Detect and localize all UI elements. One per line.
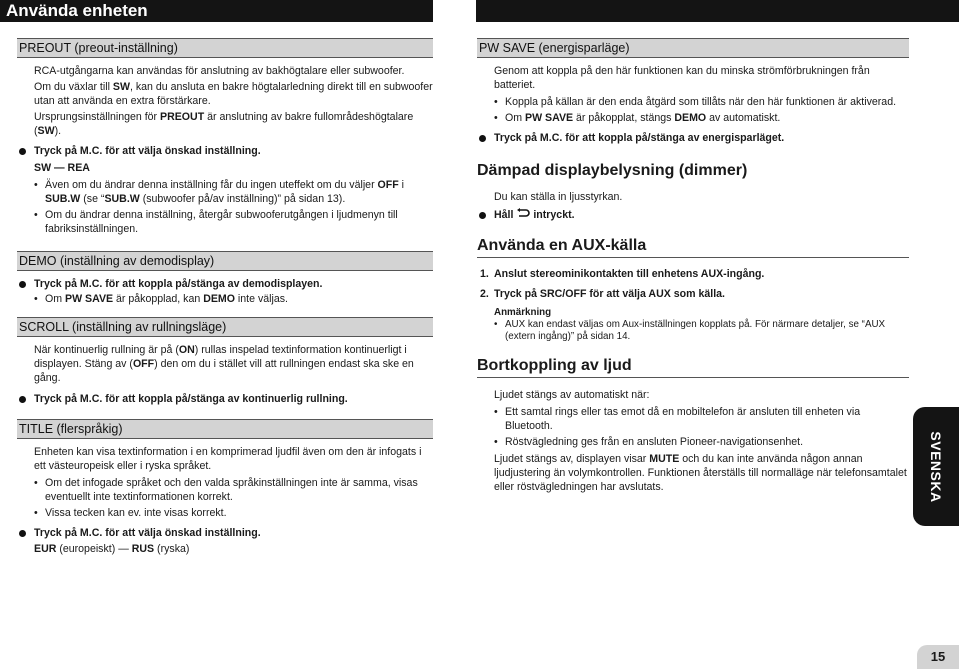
language-tab [913, 407, 959, 526]
bullet-item: • Koppla på källan är den enda åtgärd som tillåts när den här funktionen är aktiverad. [494, 95, 909, 109]
section-heading: SCROLL (inställning av rullningsläge) [17, 317, 433, 337]
bullet-item: • Ett samtal rings eller tas emot då en mobiltelefon är ansluten till enheten via Bluetooth. [494, 405, 909, 433]
page-title: Använda enheten [6, 1, 148, 20]
note-text: • AUX kan endast väljas om Aux-inställningen kopplats på. För närmare detaljer, se “AUX (extern ingång)” på sidan 14. [494, 319, 909, 343]
step-instruction: Tryck på M.C. för att välja önskad inställning. [17, 144, 433, 158]
note-label: Anmärkning [494, 307, 552, 319]
paragraph: Ursprungsinställningen för PREOUT är anslutning av bakre fullområdeshögtalare (SW). [34, 111, 414, 137]
paragraph: Om du växlar till SW, kan du ansluta en bakre högtalarledning direkt till en subwoofer utan att använda en extra förstärkare. [34, 81, 433, 107]
bullet-item: • Om PW SAVE är påkopplat, stängs DEMO av automatiskt. [494, 111, 909, 125]
bullet-item: • Vissa tecken kan ev. inte visas korrekt. [34, 506, 433, 520]
numbered-step: 2. Tryck på SRC/OFF för att välja AUX som källa. [480, 288, 725, 301]
step-instruction: Håll intryckt. [477, 208, 909, 222]
section-title [17, 419, 433, 556]
left-column [17, 38, 433, 556]
page-number: 15 [917, 645, 959, 669]
paragraph: När kontinuerlig rullning är på (ON) rullas inspelad textinformation kontinuerligt i displayen. Stäng av (OFF) den om du i stället vill att rullningen endast ska ske en gång. [34, 344, 414, 384]
section-heading: PW SAVE (energisparläge) [477, 38, 909, 58]
numbered-step: 1. Anslut stereominikontakten till enhetens AUX-ingång. [480, 268, 765, 281]
header-bar [0, 0, 433, 22]
bullet-item: • Röstvägledning ges från en ansluten Pioneer-navigationsenhet. [494, 435, 909, 449]
step-instruction: Tryck på M.C. för att koppla på/stänga av demodisplayen. [17, 277, 433, 291]
paragraph: Enheten kan visa textinformation i en komprimerad ljudfil även om den är infogats i ett västeuropeisk eller i ryska språket. [34, 446, 422, 472]
paragraph: Ljudet stängs av automatiskt när: [494, 389, 650, 402]
section-heading: TITLE (flerspråkig) [17, 419, 433, 439]
paragraph: RCA-utgångarna kan användas för anslutning av bakhögtalare eller subwoofer. [34, 65, 405, 77]
step-instruction: Tryck på M.C. för att koppla på/stänga av kontinuerlig rullning. [17, 392, 433, 406]
section-heading: Bortkoppling av ljud [477, 356, 909, 378]
step-instruction: Tryck på M.C. för att välja önskad inställning. [17, 526, 433, 540]
paragraph: Ljudet stängs av, displayen visar MUTE och du kan inte använda någon annan ljudjustering än volymkontrollen. Funktionen återställs till normalläge när telefonsamtalet eller röstvägledningen har avslutats. [494, 453, 907, 494]
section-scroll [17, 317, 433, 406]
bullet-item: • Om PW SAVE är påkopplad, kan DEMO inte väljas. [34, 292, 433, 306]
bullet-item: • Även om du ändrar denna inställning får du ingen uteffekt om du väljer OFF i SUB.W (se “SUB.W (subwoofer på/av inställning)” på sidan 13). [34, 178, 433, 206]
section-pwsave [477, 38, 909, 145]
section-aux [477, 236, 909, 343]
section-dimmer [477, 161, 909, 222]
step-instruction: Tryck på M.C. för att koppla på/stänga av energisparläget. [477, 131, 909, 145]
band-escape-icon [516, 208, 530, 222]
bullet-item: • Om det infogade språket och den valda språkinställningen inte är samma, visas eventuellt inte textinformationen korrekt. [34, 476, 433, 504]
bullet-item: • Om du ändrar denna inställning, återgår subwooferutgången i ljudmenyn till fabriksinställningen. [34, 208, 433, 236]
option-list: SW — REA [34, 162, 90, 174]
paragraph: Du kan ställa in ljusstyrkan. [494, 191, 623, 203]
section-heading: PREOUT (preout-inställning) [17, 38, 433, 58]
section-heading: DEMO (inställning av demodisplay) [17, 251, 433, 271]
paragraph: Genom att koppla på den här funktionen kan du minska strömförbrukningen från batteriet. [494, 65, 870, 91]
section-heading: Använda en AUX-källa [477, 236, 909, 258]
option-list: EUR (europeiskt) — RUS (ryska) [34, 543, 190, 555]
section-heading: Dämpad displaybelysning (dimmer) [477, 162, 748, 179]
section-demo [17, 251, 433, 306]
language-label: SVENSKA [928, 430, 944, 503]
section-preout [17, 38, 433, 236]
header-bar-right [476, 0, 959, 22]
right-column [477, 38, 909, 494]
section-mute [477, 356, 909, 494]
